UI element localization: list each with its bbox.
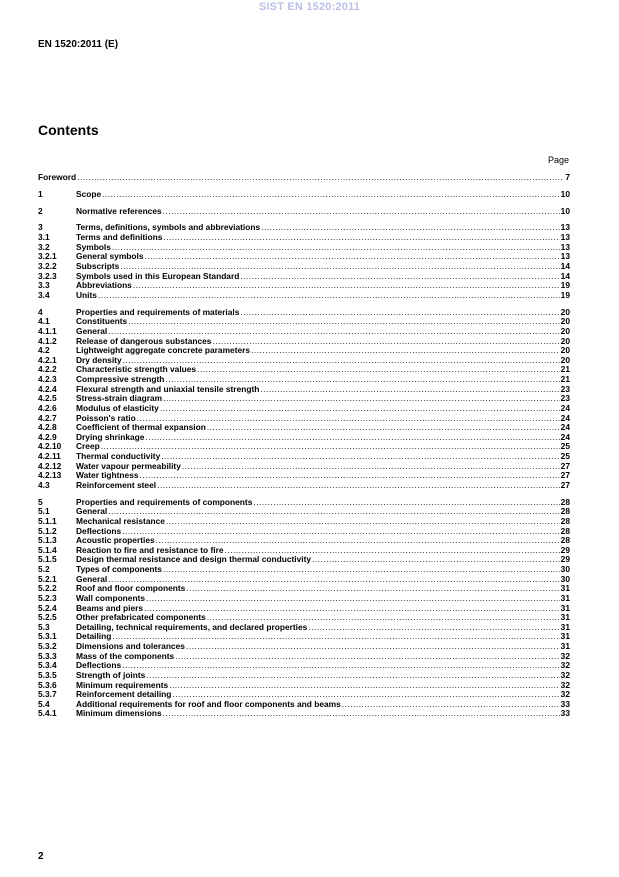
toc-entry-title: Deflections [76,660,122,671]
toc-entry-title: Scope [76,188,102,199]
toc-entry-title: Flexural strength and uniaxial tensile strength [76,383,260,394]
toc-entry-number: 5.4.1 [38,708,57,719]
toc-entry-title: General [76,573,108,584]
toc-entry-number: 4.2.10 [38,441,62,452]
toc-entry-title: Reaction to fire and resistance to fire [76,544,224,555]
toc-dot-leader [163,709,560,719]
toc-entry-title: Reinforcement steel [76,479,157,490]
toc-entry-number: 5.1.2 [38,525,57,536]
toc-entry-page: 20 [560,345,570,356]
toc-entry-page: 31 [560,641,570,652]
toc-entry-title: Water tightness [76,470,139,481]
toc-dot-leader [101,442,560,452]
toc-entry[interactable] [38,481,570,491]
toc-entry-page: 31 [560,612,570,623]
toc-dot-leader [145,252,560,262]
toc-entry-page: 14 [560,260,570,271]
toc-entry-title: Reinforcement detailing [76,689,172,700]
toc-entry-number: 4.1.2 [38,335,57,346]
toc-dot-leader [77,173,564,183]
toc-entry-page: 31 [560,621,570,632]
toc-entry-page: 31 [560,592,570,603]
toc-entry-page: 19 [560,289,570,300]
toc-entry[interactable] [38,190,570,200]
toc-entry-title: General symbols [76,251,144,262]
toc-entry-title: Other prefabricated components [76,612,206,623]
toc-entry-page: 21 [560,364,570,375]
toc-entry-page: 13 [560,251,570,262]
toc-entry[interactable] [38,317,570,327]
toc-dot-leader [163,565,560,575]
toc-dot-leader [98,291,560,301]
toc-entry-page: 21 [560,374,570,385]
toc-entry-title: Creep [76,441,100,452]
toc-entry-page: 27 [560,460,570,471]
toc-entry[interactable] [38,498,570,508]
toc-dot-leader [308,623,559,633]
toc-entry[interactable] [38,709,570,719]
toc-entry-title: Design thermal resistance and design thermal conductivity [76,554,312,565]
toc-entry-title: Drying shrinkage [76,431,145,442]
toc-entry-title: Mechanical resistance [76,515,165,526]
toc-entry-number: 4.3 [38,479,50,490]
toc-entry-number: 5 [38,496,43,507]
toc-entry-page: 31 [560,602,570,613]
toc-entry-page: 32 [560,660,570,671]
toc-entry-number: 4.2.4 [38,383,57,394]
toc-entry-number: 5.2.4 [38,602,57,613]
toc-entry[interactable] [38,173,570,183]
toc-dot-leader [342,700,560,710]
toc-entry-page: 24 [560,422,570,433]
toc-entry[interactable] [38,207,570,217]
toc-entry-title: Minimum dimensions [76,708,162,719]
toc-entry[interactable] [38,565,570,575]
toc-entry-title: Water vapour permeability [76,460,181,471]
toc-entry-number: 4.2.2 [38,364,57,375]
toc-entry-number: 4.2.13 [38,470,62,481]
toc-entry-title: Beams and piers [76,602,144,613]
toc-entry-number: 3 [38,222,43,233]
toc-entry-number: 3.2.1 [38,251,57,262]
toc-entry-title: Minimum requirements [76,679,169,690]
toc-dot-leader [240,272,559,282]
toc-entry-number: 4.2.7 [38,412,57,423]
toc-dot-leader [240,308,559,318]
toc-entry-title: Coefficient of thermal expansion [76,422,206,433]
toc-entry-page: 13 [560,241,570,252]
toc-dot-leader [312,555,560,565]
toc-dot-leader [253,498,559,508]
toc-entry-page: 13 [560,222,570,233]
toc-entry-number: 5.2.2 [38,583,57,594]
toc-entry-page: 13 [560,232,570,243]
toc-entry-number: 5.3.3 [38,650,57,661]
toc-dot-leader [112,243,560,253]
toc-entry-page: 14 [560,270,570,281]
toc-entry-page: 32 [560,679,570,690]
toc-dot-leader [160,404,560,414]
toc-entry-number: 3.4 [38,289,50,300]
toc-entry-number: 5.2.3 [38,592,57,603]
toc-entry-page: 30 [560,564,570,575]
toc-dot-leader [186,584,559,594]
toc-entry-title: Terms, definitions, symbols and abbreviations [76,222,261,233]
toc-entry-number: 4.2.3 [38,374,57,385]
toc-entry-page: 20 [560,306,570,317]
toc-dot-leader [140,471,560,481]
toc-entry-title: Properties and requirements of components [76,496,253,507]
toc-entry-title: Wall components [76,592,146,603]
toc-entry-page: 29 [560,544,570,555]
toc-entry-page: 31 [560,631,570,642]
toc-entry-title: Constituents [76,316,128,327]
toc-entry-title: Normative references [76,205,162,216]
toc-entry-title: Deflections [76,525,122,536]
toc-entry-number: 4.2.11 [38,451,61,462]
toc-entry-number: 4.2.12 [38,460,62,471]
toc-entry-page: 20 [560,316,570,327]
toc-entry-page: 28 [560,515,570,526]
toc-entry-title: Subscripts [76,260,120,271]
toc-entry-number: 4.2.6 [38,402,57,413]
toc-entry-page: 27 [560,479,570,490]
toc-dot-leader [146,671,559,681]
toc-entry-title: General [76,325,108,336]
toc-entry-number: 5.3.2 [38,641,57,652]
toc-dot-leader [161,452,559,462]
toc-dot-leader [169,681,560,691]
toc-entry-title: Units [76,289,97,300]
toc-entry-title: Compressive strength [76,374,165,385]
toc-dot-leader [175,652,559,662]
toc-entry-number: 5.1.4 [38,544,57,555]
toc-entry-page: 20 [560,335,570,346]
toc-entry-page: 32 [560,689,570,700]
toc-entry-number: 4 [38,306,43,317]
toc-entry-title: Characteristic strength values [76,364,197,375]
toc-dot-leader [207,423,560,433]
toc-entry-number: 3.2 [38,241,50,252]
toc-dot-leader [144,604,560,614]
toc-entry-page: 32 [560,669,570,680]
toc-entry-number: 1 [38,188,43,199]
toc-dot-leader [197,365,560,375]
toc-dot-leader [166,517,560,527]
toc-entry-number: 5.2 [38,564,50,575]
toc-dot-leader [108,507,559,517]
toc-entry-page: 28 [560,535,570,546]
toc-entry-number: 2 [38,205,43,216]
toc-entry-title: Strength of joints [76,669,146,680]
toc-entry-page: 23 [560,383,570,394]
toc-entry-title: Modulus of elasticity [76,402,159,413]
toc-entry-number: 5.1.3 [38,535,57,546]
toc-entry-title: Lightweight aggregate concrete parameters [76,345,251,356]
table-of-contents [38,173,570,719]
toc-entry-page: 30 [560,573,570,584]
toc-entry-number: 5.2.1 [38,573,57,584]
toc-entry-number: 3.3 [38,280,50,291]
toc-entry-page: 28 [560,496,570,507]
toc-dot-leader [212,337,559,347]
toc-entry-page: 29 [560,554,570,565]
toc-entry-title: Abbreviations [76,280,132,291]
toc-entry-title: Detailing, technical requirements, and declared properties [76,621,308,632]
toc-dot-leader [122,661,560,671]
toc-entry-number: 4.1.1 [38,325,57,336]
toc-dot-leader [251,346,560,356]
toc-dot-leader [163,233,559,243]
standard-header: EN 1520:2011 (E) [38,39,119,50]
page-column-label: Page [547,155,569,165]
toc-entry-page: 20 [560,354,570,365]
toc-entry-number: 5.3.6 [38,679,57,690]
toc-entry-page: 32 [560,650,570,661]
toc-entry-title: Stress-strain diagram [76,393,163,404]
toc-entry-title: Detailing [76,631,112,642]
toc-entry-page: 25 [560,441,570,452]
toc-entry-page: 24 [560,402,570,413]
toc-dot-leader [182,462,560,472]
toc-entry-page: 28 [560,506,570,517]
toc-dot-leader [133,281,560,291]
toc-entry-number: 4.2 [38,345,50,356]
toc-entry-title: General [76,506,108,517]
toc-entry-number: 4.1 [38,316,50,327]
toc-dot-leader [186,642,560,652]
toc-entry-number: 5.3.7 [38,689,57,700]
toc-entry-page: 33 [560,708,570,719]
toc-entry[interactable] [38,233,570,243]
toc-entry-page: 10 [560,188,570,199]
toc-entry-number: 3.1 [38,232,50,243]
toc-entry-page: 28 [560,525,570,536]
toc-dot-leader [145,433,559,443]
toc-dot-leader [102,190,560,200]
page-number: 2 [38,851,44,862]
toc-entry-title: Poisson's ratio [76,412,136,423]
toc-entry-number: 5.3 [38,621,50,632]
toc-dot-leader [146,594,560,604]
toc-entry-page: 33 [560,698,570,709]
toc-entry-page: 7 [565,172,570,183]
toc-entry-title: Symbols used in this European Standard [76,270,240,281]
toc-entry-title: Additional requirements for roof and floor components and beams [76,698,341,709]
toc-entry-page: 23 [560,393,570,404]
toc-entry-title: Foreword [38,172,77,183]
toc-entry-number: 4.2.9 [38,431,57,442]
toc-entry-page: 19 [560,280,570,291]
toc-entry-number: 4.2.8 [38,422,57,433]
toc-entry-title: Dry density [76,354,122,365]
toc-entry[interactable] [38,623,570,633]
toc-dot-leader [163,394,560,404]
toc-entry-number: 5.1 [38,506,50,517]
toc-dot-leader [128,317,559,327]
toc-entry-title: Symbols [76,241,111,252]
toc-entry[interactable] [38,433,570,443]
toc-dot-leader [261,223,560,233]
toc-entry-page: 24 [560,412,570,423]
toc-entry-number: 5.3.1 [38,631,57,642]
toc-entry-number: 3.2.2 [38,260,57,271]
toc-entry-title: Properties and requirements of materials [76,306,240,317]
toc-entry-number: 4.2.5 [38,393,57,404]
toc-entry-page: 10 [560,205,570,216]
toc-entry-page: 31 [560,583,570,594]
toc-entry-number: 5.1.5 [38,554,57,565]
toc-entry-number: 5.1.1 [38,515,57,526]
toc-entry-title: Types of components [76,564,162,575]
toc-entry-number: 5.2.5 [38,612,57,623]
toc-entry-page: 24 [560,431,570,442]
toc-entry-title: Roof and floor components [76,583,186,594]
toc-entry-number: 5.3.5 [38,669,57,680]
toc-entry-title: Acoustic properties [76,535,155,546]
toc-entry-number: 5.3.4 [38,660,57,671]
page-title: Contents [38,122,99,138]
toc-entry-number: 4.2.1 [38,354,57,365]
toc-entry-title: Thermal conductivity [76,451,161,462]
toc-entry-page: 25 [560,451,570,462]
toc-dot-leader [163,207,560,217]
toc-dot-leader [122,527,560,537]
toc-entry-title: Dimensions and tolerances [76,641,185,652]
toc-entry[interactable] [38,291,570,301]
toc-entry-title: Terms and definitions [76,232,163,243]
toc-entry-title: Release of dangerous substances [76,335,212,346]
toc-entry-page: 27 [560,470,570,481]
toc-entry-number: 3.2.3 [38,270,57,281]
toc-entry-number: 5.4 [38,698,50,709]
toc-dot-leader [157,481,560,491]
toc-dot-leader [260,385,559,395]
toc-entry-title: Mass of the components [76,650,175,661]
toc-entry[interactable] [38,281,570,291]
document-watermark: SIST EN 1520:2011 [258,1,361,13]
toc-entry-page: 20 [560,325,570,336]
